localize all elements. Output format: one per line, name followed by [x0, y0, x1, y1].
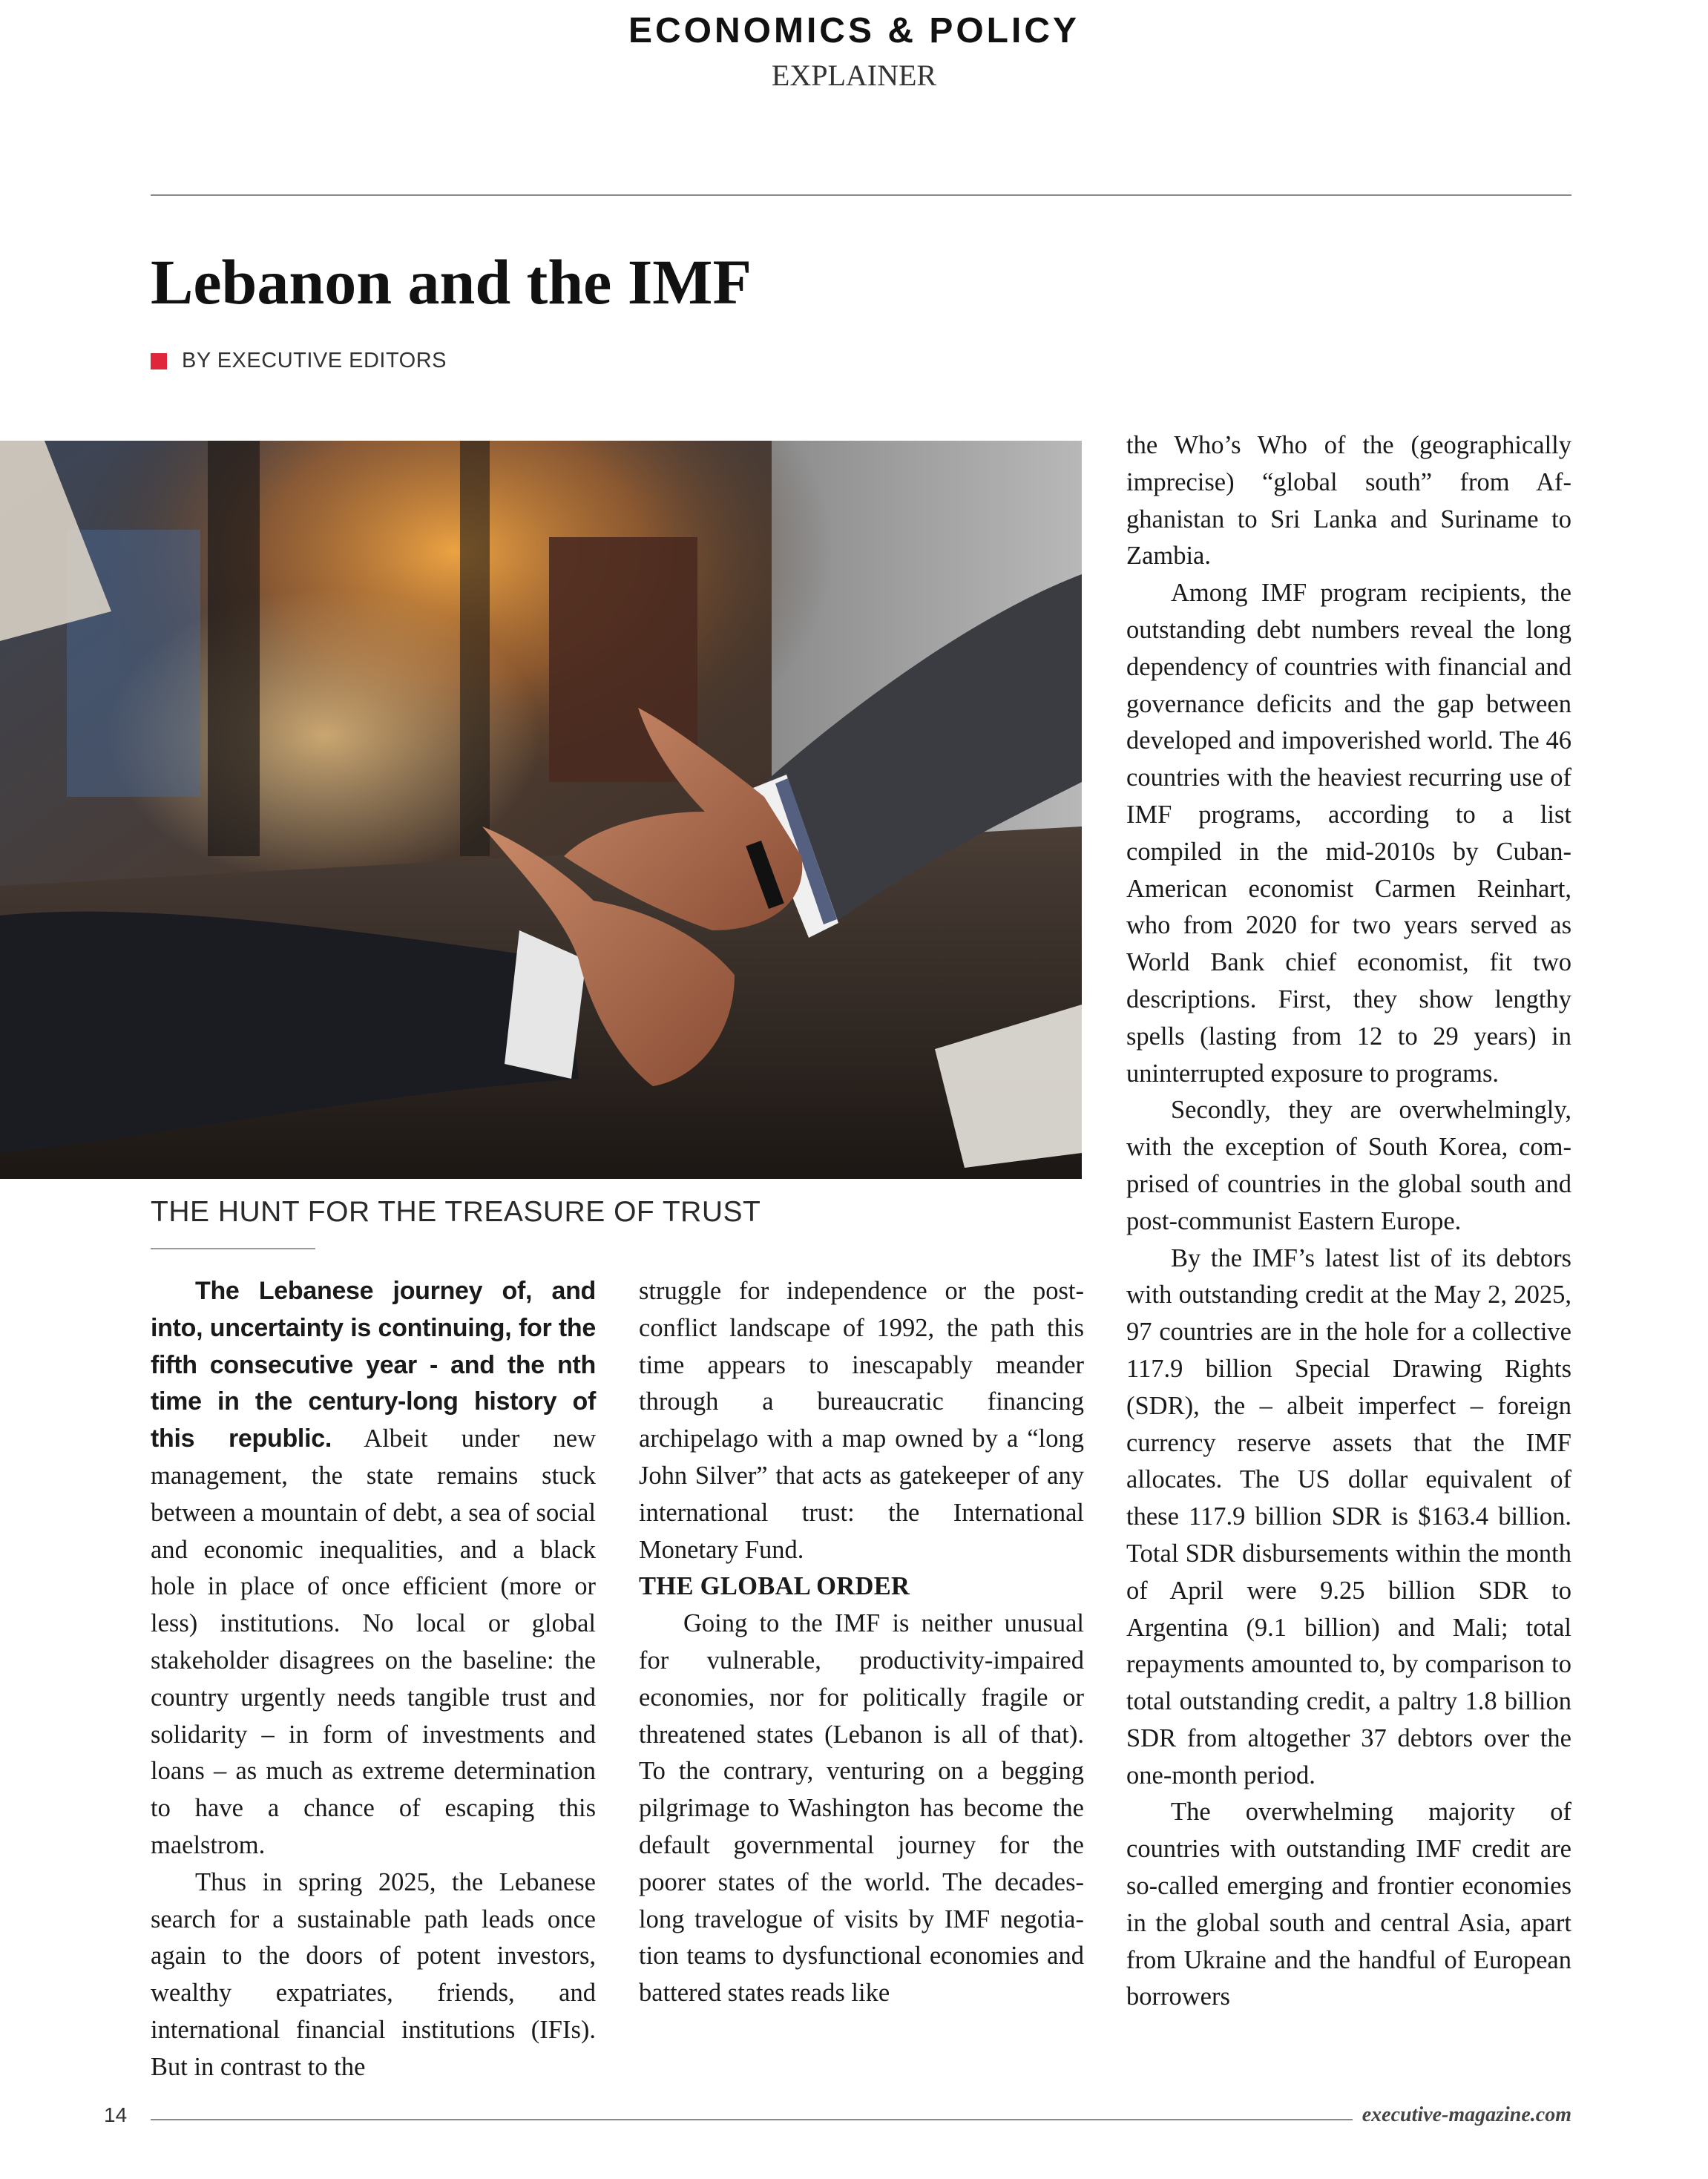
article-column-1 [151, 1273, 596, 2086]
page-number: 14 [104, 2103, 128, 2126]
article-title: Lebanon and the IMF [151, 246, 752, 318]
photo-caption: THE HUNT FOR THE TREASURE OF TRUST [151, 1196, 761, 1228]
article-photo [0, 441, 1082, 1179]
paragraph-text: Albeit under new management, the state remains stuck between a mountain of debt, a sea of social and economic inequalities, and a black hole in place of once efficient (more or less) institutions. No local or global stakeholder disagrees on the baseline: the country urgently needs tangible trust and solidarity – in form of investments and loans – as much as extreme determination to have a chance of escaping this maelstrom. [151, 1424, 596, 1859]
article-column-3 [1126, 427, 1571, 2016]
paragraph: Thus in spring 2025, the Lebanese search for a sustainable path leads once again to the doors of potent investors, wealthy expatriates, friends, and international financial institutions (IFIs). But in contrast to the [151, 1867, 596, 2081]
lead-text: The Lebanese journey of, and into, uncertainty is continuing, for the fifth consecutive year - and the nth time in the century-long history of this republic. [151, 1277, 596, 1453]
byline-text: BY EXECUTIVE EDITORS [182, 349, 447, 372]
paragraph: Among IMF program recipients, the outstanding debt numbers reveal the long dependency of countries with financial and governance deficits and the gap between developed and impoverished world. The 46 countries with the heaviest recurring use of IMF programs, according to a list compiled in the mid-2010s by Cuban-American economist Carmen Reinhart, who from 2020 for two years served as World Bank chief economist, fit two descriptions. First, they show lengthy spells (lasting from 12 to 29 years) in uninterrupted exposure to programs. [1126, 579, 1571, 1088]
section-sublabel: EXPLAINER [771, 59, 937, 92]
byline [151, 349, 447, 373]
section-label: ECONOMICS & POLICY [628, 11, 1080, 50]
header-divider [151, 194, 1571, 196]
caption-divider [151, 1248, 315, 1249]
byline-marker-icon [151, 353, 167, 369]
paragraph: struggle for independence or the post-conflict landscape of 1992, the path this time appears to inescapably meander through a bureaucratic financing archipelago with a map owned by a “long John Silver” that acts as gatekeeper of any international trust: the International Monetary Fund. [639, 1277, 1084, 1564]
section-subhead: THE GLOBAL ORDER [639, 1572, 910, 1601]
paragraph: Going to the IMF is neither unusual for vulnerable, productivity-impaired economies, nor for politically fragile or threatened states (Lebanon is all of that). To the contrary, venturing on a begging pilgrimage to Washington has become the default governmental journey for the poorer states of the world. The decades-long travelogue of visits by IMF negotiation teams to dysfunctional economies and battered states reads like [639, 1609, 1084, 2008]
lead-paragraph [151, 1273, 596, 1864]
paragraph: By the IMF’s latest list of its debtors with outstanding credit at the May 2, 2025, 97 countries are in the hole for a collective 117.9 billion Special Drawing Rights (SDR), the – albeit imperfect – foreign currency reserve assets that the IMF allocates. The US dollar equivalent of these 117.9 billion SDR is $163.4 billion. Total SDR disbursements within the month of April were 9.25 billion SDR to Argentina (9.1 billion) and Mali; total repayments amounted to, by comparison to total outstanding credit, a paltry 1.8 billion SDR from altogether 37 debtors over the one-month period. [1126, 1243, 1571, 1789]
footer-divider [151, 2119, 1353, 2120]
footer-url-link[interactable]: executive-magazine.com [1362, 2103, 1571, 2126]
paragraph: The overwhelming majority of countries with outstanding IMF credit are so-called emerging and frontier economies in the global south and central Asia, apart from Ukraine and the handful of European borrowers [1126, 1798, 1571, 2011]
paragraph: the Who’s Who of the (geographically imprecise) “global south” from Afghanistan to Sri Lanka and Suriname to Zambia. [1126, 431, 1571, 571]
paragraph: Secondly, they are overwhelmingly, with the exception of South Korea, comprised of countries in the global south and post-communist Eastern Europe. [1126, 1096, 1571, 1235]
article-column-2 [639, 1273, 1084, 2012]
